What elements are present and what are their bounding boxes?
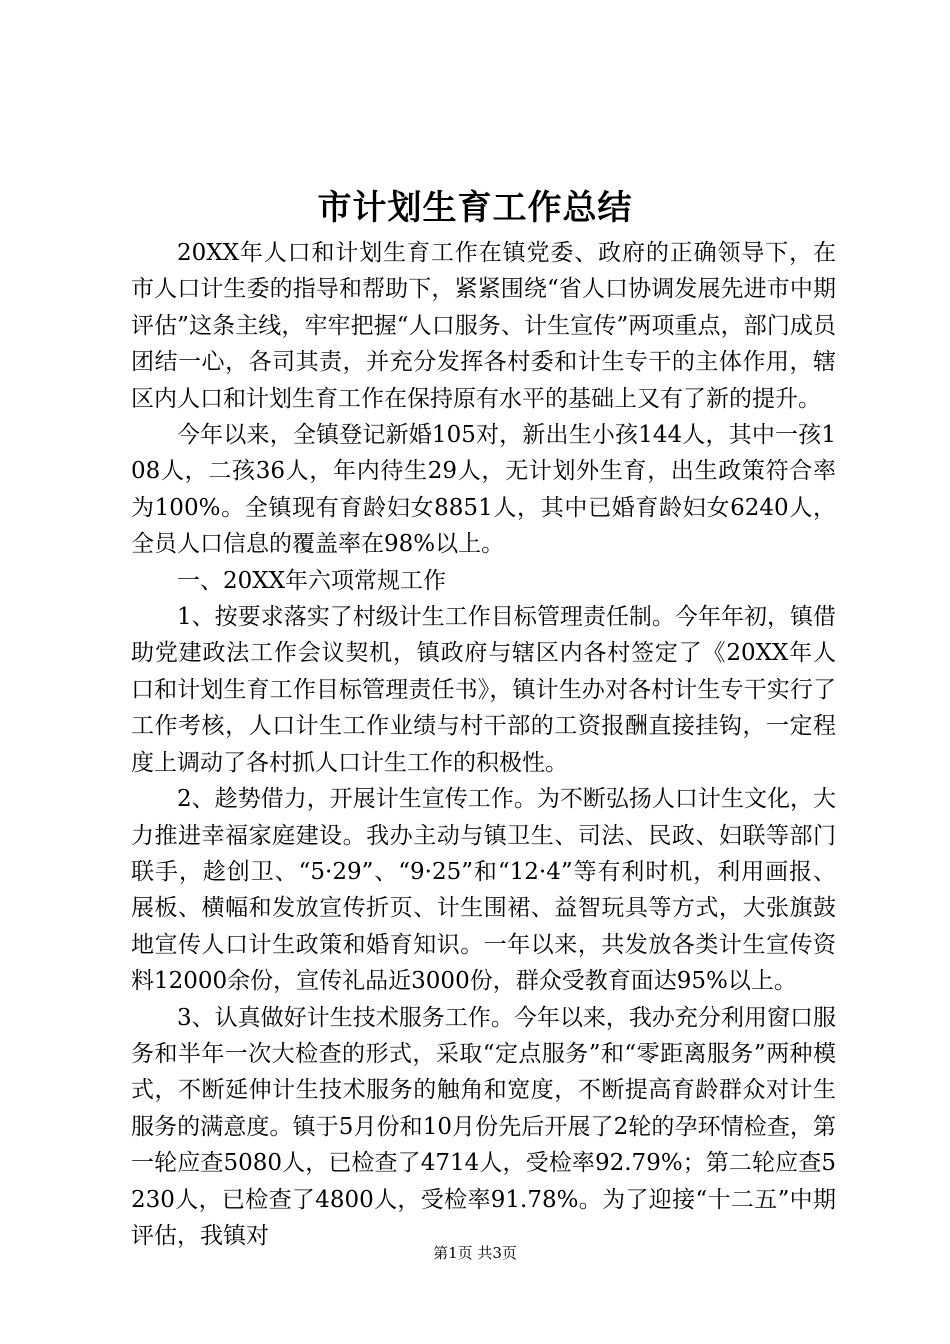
paragraph-intro: 20XX年人口和计划生育工作在镇党委、政府的正确领导下，在市人口计生委的指导和帮助下，紧紧围绕“省人口协调发展先进市中期评估”这条主线，牢牢把握“人口服务、计生宣传”两项重点，部门成员团结一心，各司其责，并充分发挥各村委和计生专干的主体作用，辖区内人口和计划生育工作在保持原有水平的基础上又有了新的提升。 [131, 240, 836, 412]
section-heading: 一、20XX年六项常规工作 [177, 567, 447, 594]
paragraph-item-1: 1、按要求落实了村级计生工作目标管理责任制。今年年初，镇借助党建政法工作会议契机，镇政府与辖区内各村签定了《20XX年人口和计划生育工作目标管理责任书》，镇计生办对各村计生专干实行了工作考核，人口计生工作业绩与村干部的工资报酬直接挂钩，一定程度上调动了各村抓人口计生工作的积极性。 [131, 604, 836, 776]
paragraph-item-3: 3、认真做好计生技术服务工作。今年以来，我办充分利用窗口服务和半年一次大检查的形式，采取“定点服务”和“零距离服务”两种模式，不断延伸计生技术服务的触角和宽度，不断提高育龄群众对计生服务的满意度。镇于5月份和10月份先后开展了2轮的孕环情检查，第一轮应查5080人，已检查了4714人，受检率92.79%；第二轮应查5230人，已检查了4800人，受检率91.78%。为了迎接“十二五”中期评估，我镇对 [131, 1004, 836, 1249]
page-footer: 第1页 共3页 [433, 1244, 517, 1262]
paragraph-statistics: 今年以来，全镇登记新婚105对，新出生小孩144人，其中一孩108人，二孩36人，年内待生29人，无计划外生育，出生政策符合率为100%。全镇现有育龄妇女8851人，其中已婚育龄妇女6240人，全员人口信息的覆盖率在98%以上。 [131, 422, 836, 558]
paragraph-item-2: 2、趁势借力，开展计生宣传工作。为不断弘扬人口计生文化，大力推进幸福家庭建设。我办主动与镇卫生、司法、民政、妇联等部门联手，趁创卫、“5·29”、“9·25”和“12·4”等有利时机，利用画报、展板、横幅和发放宣传折页、计生围裙、益智玩具等方式，大张旗鼓地宣传人口计生政策和婚育知识。一年以来，共发放各类计生宣传资料12000余份，宣传礼品近3000份，群众受教育面达95%以上。 [131, 786, 836, 995]
document-body [131, 235, 836, 1254]
document-title: 市计划生育工作总结 [317, 188, 633, 228]
